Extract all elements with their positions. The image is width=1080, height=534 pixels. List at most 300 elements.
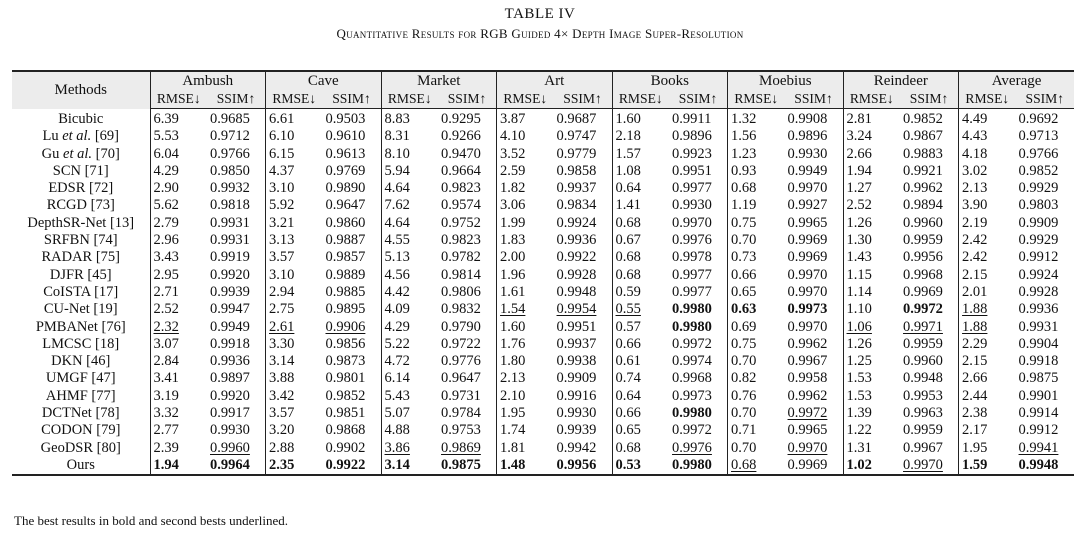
ssim-cell: 0.9959	[903, 335, 943, 352]
rmse-cell: 2.61	[266, 319, 323, 336]
ssim-cell: 0.9948	[556, 283, 597, 300]
rmse-header: RMSE↓	[843, 90, 900, 109]
rmse-cell: 0.68	[612, 440, 669, 457]
ssim-cell: 0.9647	[325, 197, 366, 214]
ssim-cell: 0.9852	[325, 387, 366, 404]
method-name: Bicubic	[12, 109, 150, 129]
ssim-cell: 0.9977	[672, 266, 712, 283]
ssim-cell: 0.9613	[325, 145, 366, 162]
ssim-cell: 0.9867	[903, 128, 943, 145]
ssim-header: SSIM↑	[669, 90, 728, 109]
ssim-cell: 0.9776	[441, 353, 481, 370]
rmse-cell: 0.73	[728, 249, 785, 266]
ssim-cell: 0.9980	[672, 405, 712, 422]
ssim-cell: 0.9887	[325, 232, 366, 249]
method-name: CoISTA [17]	[12, 284, 150, 301]
ssim-cell: 0.9936	[556, 232, 597, 249]
ssim-cell: 0.9947	[210, 301, 250, 318]
rmse-cell: 0.66	[612, 405, 669, 422]
ssim-cell: 0.9978	[672, 249, 712, 266]
rmse-cell: 3.86	[381, 440, 438, 457]
rmse-cell: 2.75	[266, 301, 323, 318]
ssim-cell: 0.9937	[556, 335, 597, 352]
rmse-cell: 0.68	[612, 267, 669, 284]
method-name: GeoDSR [80]	[12, 440, 150, 457]
rmse-cell: 3.43	[153, 249, 179, 266]
ssim-cell: 0.9967	[787, 353, 828, 370]
rmse-cell: 4.64	[381, 215, 438, 232]
table-row	[12, 215, 1074, 232]
rmse-cell: 2.94	[266, 284, 323, 301]
rmse-cell: 2.66	[843, 146, 900, 163]
ssim-cell: 0.9939	[210, 283, 250, 300]
rmse-cell: 3.52	[497, 146, 554, 163]
method-name: CODON [79]	[12, 422, 150, 439]
ssim-cell: 0.9766	[1018, 145, 1059, 162]
ssim-cell: 0.9902	[325, 439, 366, 456]
rmse-cell: 2.17	[959, 422, 1016, 439]
rmse-cell: 4.72	[381, 353, 438, 370]
rmse-cell: 2.96	[153, 232, 179, 249]
ssim-cell: 0.9664	[441, 162, 481, 179]
rmse-header: RMSE↓	[381, 90, 438, 109]
table-row	[12, 284, 1074, 301]
rmse-cell: 1.76	[497, 336, 554, 353]
rmse-cell: 2.44	[959, 388, 1016, 405]
rmse-cell: 1.59	[959, 457, 1016, 475]
ssim-cell: 0.9939	[556, 422, 597, 439]
ssim-cell: 0.9969	[787, 232, 828, 249]
rmse-cell: 3.57	[266, 405, 323, 422]
rmse-cell: 4.56	[381, 267, 438, 284]
rmse-cell: 2.88	[266, 440, 323, 457]
rmse-cell: 2.38	[959, 405, 1016, 422]
method-name: SRFBN [74]	[12, 232, 150, 249]
rmse-cell: 6.14	[381, 370, 438, 387]
rmse-cell: 2.79	[153, 214, 179, 231]
ssim-cell: 0.9856	[325, 335, 366, 352]
ssim-cell: 0.9956	[903, 249, 943, 266]
rmse-cell: 4.29	[153, 162, 179, 179]
ssim-cell: 0.9930	[787, 145, 828, 162]
rmse-cell: 3.87	[497, 109, 554, 129]
rmse-cell: 1.95	[497, 405, 554, 422]
rmse-cell: 0.93	[728, 163, 785, 180]
rmse-cell: 1.19	[728, 197, 785, 214]
rmse-cell: 1.39	[843, 405, 900, 422]
rmse-cell: 0.63	[728, 301, 785, 318]
rmse-cell: 0.65	[612, 422, 669, 439]
ssim-cell: 0.9747	[556, 128, 597, 145]
ssim-cell: 0.9869	[441, 439, 481, 456]
ssim-cell: 0.9928	[1018, 283, 1059, 300]
ssim-cell: 0.9923	[672, 145, 712, 162]
ssim-cell: 0.9920	[210, 266, 250, 283]
rmse-cell: 2.18	[612, 128, 669, 145]
rmse-cell: 0.59	[612, 284, 669, 301]
rmse-cell: 0.53	[612, 457, 669, 475]
ssim-cell: 0.9647	[441, 370, 481, 387]
ssim-cell: 0.9965	[787, 422, 828, 439]
rmse-cell: 6.04	[153, 145, 179, 162]
table-row	[12, 440, 1074, 457]
rmse-cell: 2.32	[153, 318, 179, 335]
ssim-cell: 0.9610	[325, 128, 366, 145]
rmse-cell: 1.94	[843, 163, 900, 180]
ssim-cell: 0.9964	[207, 457, 266, 475]
rmse-cell: 4.55	[381, 232, 438, 249]
rmse-header: RMSE↓	[959, 90, 1016, 109]
rmse-cell: 2.19	[959, 215, 1016, 232]
rmse-cell: 3.30	[266, 336, 323, 353]
ssim-cell: 0.9948	[1016, 457, 1075, 475]
rmse-cell: 5.22	[381, 336, 438, 353]
method-name: DKN [46]	[12, 353, 150, 370]
table-row	[12, 319, 1074, 336]
ssim-cell: 0.9929	[1018, 180, 1059, 197]
method-name: EDSR [72]	[12, 180, 150, 197]
ssim-cell: 0.9917	[210, 405, 250, 422]
ssim-cell: 0.9852	[1018, 162, 1059, 179]
ssim-cell: 0.9574	[441, 197, 481, 214]
ssim-cell: 0.9969	[785, 457, 844, 475]
rmse-cell: 0.75	[728, 336, 785, 353]
rmse-cell: 1.41	[612, 197, 669, 214]
rmse-cell: 2.39	[153, 439, 179, 456]
rmse-cell: 3.57	[266, 249, 323, 266]
ssim-cell: 0.9912	[1018, 249, 1059, 266]
table-row	[12, 353, 1074, 370]
rmse-cell: 1.08	[612, 163, 669, 180]
dataset-header: Books	[612, 71, 728, 90]
rmse-cell: 2.52	[843, 197, 900, 214]
table-label: TABLE IV	[504, 6, 576, 22]
ssim-cell: 0.9937	[556, 180, 597, 197]
ssim-cell: 0.9931	[210, 232, 250, 249]
ssim-cell: 0.9919	[210, 249, 250, 266]
rmse-cell: 1.88	[959, 301, 1016, 318]
rmse-cell: 1.10	[843, 301, 900, 318]
ssim-cell: 0.9889	[325, 266, 366, 283]
ssim-cell: 0.9970	[900, 457, 959, 475]
ssim-cell: 0.9875	[1018, 370, 1059, 387]
method-name: Gu et al. [70]	[12, 146, 150, 163]
ssim-cell: 0.9266	[441, 128, 481, 145]
table-row	[12, 180, 1074, 197]
rmse-cell: 1.23	[728, 146, 785, 163]
rmse-cell: 0.70	[728, 405, 785, 422]
ssim-cell: 0.9766	[210, 145, 250, 162]
ssim-cell: 0.9834	[556, 197, 597, 214]
dataset-header: Reindeer	[843, 71, 959, 90]
method-name: Ours	[12, 457, 150, 475]
rmse-cell: 2.77	[153, 422, 179, 439]
rmse-cell: 0.64	[612, 388, 669, 405]
rmse-cell: 5.43	[381, 388, 438, 405]
ssim-cell: 0.9752	[441, 214, 481, 231]
ssim-cell: 0.9954	[556, 301, 597, 318]
ssim-cell: 0.9977	[672, 180, 712, 197]
rmse-cell: 8.10	[381, 146, 438, 163]
table-row	[12, 422, 1074, 439]
rmse-header: RMSE↓	[497, 90, 554, 109]
ssim-cell: 0.9960	[903, 353, 943, 370]
ssim-cell: 0.9948	[903, 370, 943, 387]
rmse-cell: 3.24	[843, 128, 900, 145]
method-name: RADAR [75]	[12, 249, 150, 266]
ssim-header: SSIM↑	[554, 90, 613, 109]
table-row	[12, 336, 1074, 353]
rmse-cell: 2.13	[959, 180, 1016, 197]
rmse-cell: 0.66	[728, 267, 785, 284]
methods-header: Methods	[12, 71, 150, 109]
rmse-cell: 2.84	[153, 353, 179, 370]
table-row	[12, 197, 1074, 214]
ssim-cell: 0.9972	[672, 422, 712, 439]
rmse-cell: 2.81	[843, 109, 900, 129]
table-row	[12, 370, 1074, 387]
rmse-cell: 1.15	[843, 267, 900, 284]
ssim-cell: 0.9920	[210, 387, 250, 404]
rmse-cell: 0.70	[728, 232, 785, 249]
table-row	[12, 249, 1074, 266]
rmse-cell: 0.68	[728, 457, 785, 475]
method-name: RCGD [73]	[12, 197, 150, 214]
ssim-cell: 0.9850	[210, 162, 250, 179]
rmse-cell: 2.42	[959, 232, 1016, 249]
ssim-cell: 0.9972	[787, 405, 828, 422]
rmse-cell: 0.65	[728, 284, 785, 301]
rmse-cell: 1.26	[843, 215, 900, 232]
rmse-cell: 6.61	[266, 109, 323, 129]
ssim-cell: 0.9896	[672, 128, 712, 145]
ssim-cell: 0.9858	[556, 162, 597, 179]
rmse-cell: 1.88	[959, 319, 1016, 336]
rmse-cell: 2.66	[959, 370, 1016, 387]
results-table	[12, 70, 1074, 476]
ssim-cell: 0.9953	[903, 387, 943, 404]
ssim-cell: 0.9687	[556, 111, 597, 127]
rmse-cell: 4.09	[381, 301, 438, 318]
ssim-cell: 0.9967	[903, 439, 943, 456]
rmse-cell: 3.20	[266, 422, 323, 439]
rmse-cell: 4.88	[381, 422, 438, 439]
rmse-cell: 4.64	[381, 180, 438, 197]
ssim-cell: 0.9890	[325, 180, 366, 197]
rmse-cell: 6.10	[266, 128, 323, 145]
ssim-cell: 0.9753	[441, 422, 481, 439]
ssim-cell: 0.9470	[441, 145, 481, 162]
table-title: Quantitative Results for RGB Guided 4× Depth Image Super-Resolution	[336, 26, 744, 41]
ssim-cell: 0.9929	[1018, 232, 1059, 249]
ssim-cell: 0.9769	[325, 162, 366, 179]
ssim-cell: 0.9931	[210, 214, 250, 231]
rmse-cell: 1.94	[150, 457, 207, 475]
ssim-cell: 0.9883	[903, 145, 943, 162]
ssim-cell: 0.9875	[438, 457, 497, 475]
rmse-cell: 1.32	[728, 109, 785, 129]
ssim-cell: 0.9722	[441, 335, 481, 352]
ssim-cell: 0.9779	[556, 145, 597, 162]
table-header	[12, 71, 1074, 109]
dataset-header: Average	[959, 71, 1075, 90]
rmse-cell: 2.42	[959, 249, 1016, 266]
ssim-cell: 0.9911	[672, 111, 712, 127]
table-row	[12, 267, 1074, 284]
method-name: Lu et al. [69]	[12, 128, 150, 145]
rmse-cell: 8.83	[381, 109, 438, 129]
rmse-cell: 1.57	[612, 146, 669, 163]
table-row	[12, 128, 1074, 145]
rmse-cell: 2.52	[153, 301, 179, 318]
rmse-cell: 1.99	[497, 215, 554, 232]
rmse-cell: 0.68	[612, 215, 669, 232]
rmse-cell: 4.42	[381, 284, 438, 301]
ssim-cell: 0.9909	[556, 370, 597, 387]
method-name: CU-Net [19]	[12, 301, 150, 318]
rmse-cell: 0.74	[612, 370, 669, 387]
ssim-cell: 0.9942	[556, 439, 597, 456]
rmse-cell: 1.60	[612, 109, 669, 129]
rmse-cell: 3.02	[959, 163, 1016, 180]
ssim-cell: 0.9972	[903, 301, 943, 318]
rmse-cell: 1.83	[497, 232, 554, 249]
rmse-cell: 1.48	[497, 457, 554, 475]
rmse-cell: 3.14	[266, 353, 323, 370]
ssim-cell: 0.9860	[325, 214, 366, 231]
ssim-cell: 0.9873	[325, 353, 366, 370]
ssim-cell: 0.9918	[210, 335, 250, 352]
ssim-cell: 0.9963	[903, 405, 943, 422]
method-name: LMCSC [18]	[12, 336, 150, 353]
ssim-cell: 0.9852	[903, 111, 943, 127]
ssim-cell: 0.9784	[441, 405, 481, 422]
rmse-cell: 2.00	[497, 249, 554, 266]
rmse-cell: 4.29	[381, 319, 438, 336]
ssim-cell: 0.9818	[210, 197, 250, 214]
rmse-cell: 1.14	[843, 284, 900, 301]
ssim-cell: 0.9918	[1018, 353, 1059, 370]
ssim-cell: 0.9857	[325, 249, 366, 266]
rmse-cell: 1.80	[497, 353, 554, 370]
ssim-cell: 0.9912	[1018, 422, 1059, 439]
rmse-cell: 0.75	[728, 215, 785, 232]
rmse-cell: 0.67	[612, 232, 669, 249]
method-name: PMBANet [76]	[12, 319, 150, 336]
rmse-cell: 0.82	[728, 370, 785, 387]
ssim-cell: 0.9973	[787, 301, 828, 318]
rmse-cell: 1.53	[843, 388, 900, 405]
ssim-cell: 0.9980	[669, 457, 728, 475]
rmse-cell: 2.01	[959, 284, 1016, 301]
rmse-cell: 1.56	[728, 128, 785, 145]
ssim-cell: 0.9936	[1018, 301, 1059, 318]
ssim-cell: 0.9801	[325, 370, 366, 387]
ssim-cell: 0.9970	[787, 439, 828, 456]
table-row	[12, 301, 1074, 318]
table-body	[12, 109, 1074, 476]
ssim-cell: 0.9806	[441, 283, 481, 300]
table-row	[12, 109, 1074, 129]
rmse-cell: 1.26	[843, 336, 900, 353]
rmse-cell: 3.42	[266, 388, 323, 405]
ssim-cell: 0.9949	[787, 162, 828, 179]
ssim-cell: 0.9904	[1018, 335, 1059, 352]
ssim-cell: 0.9895	[325, 301, 366, 318]
ssim-cell: 0.9973	[672, 387, 712, 404]
method-name: AHMF [77]	[12, 388, 150, 405]
rmse-cell: 0.71	[728, 422, 785, 439]
ssim-cell: 0.9685	[210, 111, 250, 127]
ssim-cell: 0.9823	[441, 180, 481, 197]
ssim-cell: 0.9980	[672, 301, 712, 318]
rmse-cell: 4.43	[959, 128, 1016, 145]
ssim-cell: 0.9959	[903, 422, 943, 439]
rmse-cell: 8.31	[381, 128, 438, 145]
table-footnote: The best results in bold and second bests underlined.	[14, 513, 289, 528]
ssim-cell: 0.9970	[672, 214, 712, 231]
ssim-cell: 0.9962	[903, 180, 943, 197]
rmse-cell: 1.74	[497, 422, 554, 439]
rmse-cell: 5.13	[381, 249, 438, 266]
rmse-cell: 2.35	[266, 457, 323, 475]
ssim-cell: 0.9931	[1018, 318, 1059, 335]
ssim-cell: 0.9969	[787, 249, 828, 266]
ssim-cell: 0.9965	[787, 214, 828, 231]
ssim-cell: 0.9922	[556, 249, 597, 266]
rmse-cell: 0.68	[612, 249, 669, 266]
ssim-cell: 0.9977	[672, 283, 712, 300]
rmse-cell: 1.06	[843, 319, 900, 336]
ssim-cell: 0.9949	[210, 318, 250, 335]
ssim-cell: 0.9951	[672, 162, 712, 179]
ssim-cell: 0.9970	[787, 283, 828, 300]
ssim-cell: 0.9731	[441, 387, 481, 404]
rmse-cell: 2.59	[497, 163, 554, 180]
ssim-cell: 0.9970	[787, 318, 828, 335]
ssim-cell: 0.9908	[787, 111, 828, 127]
ssim-header: SSIM↑	[323, 90, 382, 109]
rmse-cell: 2.95	[153, 266, 179, 283]
ssim-cell: 0.9968	[903, 266, 943, 283]
ssim-cell: 0.9924	[1018, 266, 1059, 283]
ssim-cell: 0.9914	[1018, 405, 1059, 422]
rmse-cell: 3.10	[266, 180, 323, 197]
ssim-cell: 0.9896	[787, 128, 828, 145]
rmse-cell: 1.25	[843, 353, 900, 370]
ssim-cell: 0.9972	[672, 335, 712, 352]
ssim-cell: 0.9814	[441, 266, 481, 283]
rmse-cell: 3.88	[266, 370, 323, 387]
table-row	[12, 388, 1074, 405]
ssim-cell: 0.9503	[325, 111, 366, 127]
rmse-cell: 0.69	[728, 319, 785, 336]
rmse-header: RMSE↓	[150, 90, 207, 109]
rmse-cell: 0.55	[612, 301, 669, 318]
ssim-cell: 0.9868	[325, 422, 366, 439]
rmse-cell: 5.92	[266, 197, 323, 214]
rmse-cell: 3.32	[153, 405, 179, 422]
ssim-cell: 0.9976	[672, 232, 712, 249]
ssim-cell: 0.9927	[787, 197, 828, 214]
dataset-header: Art	[497, 71, 613, 90]
ssim-cell: 0.9960	[903, 214, 943, 231]
rmse-header: RMSE↓	[266, 90, 323, 109]
rmse-cell: 3.07	[153, 335, 179, 352]
rmse-cell: 1.22	[843, 422, 900, 439]
rmse-cell: 4.49	[959, 109, 1016, 129]
rmse-cell: 2.71	[153, 283, 179, 300]
